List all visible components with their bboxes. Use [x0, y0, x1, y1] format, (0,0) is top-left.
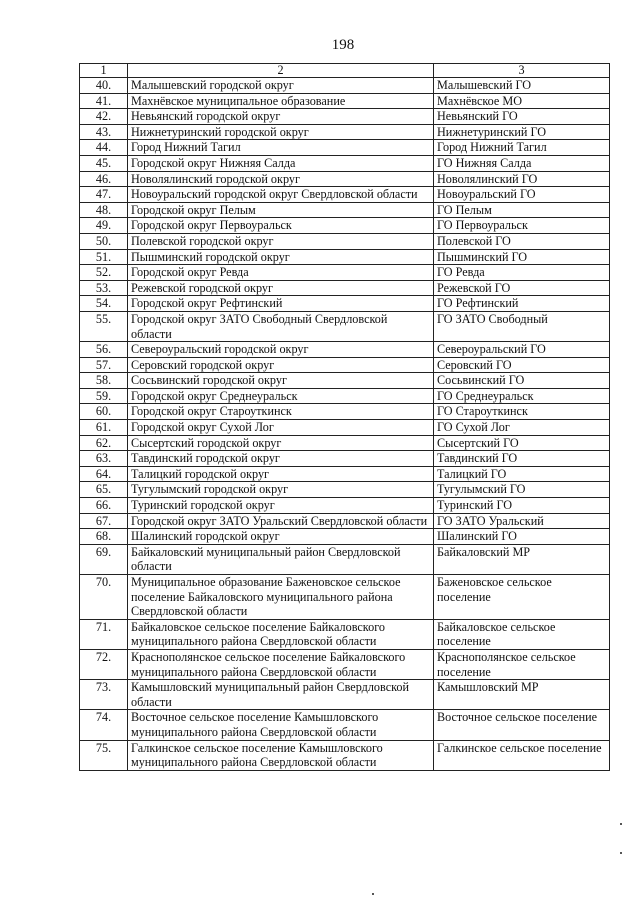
table-row: [80, 187, 610, 203]
short-name-cell: ГО Староуткинск: [434, 404, 610, 420]
table-row: [80, 466, 610, 482]
row-number-cell: 44.: [80, 140, 128, 156]
table-row: [80, 109, 610, 125]
table-row: [80, 78, 610, 94]
table-row: [80, 451, 610, 467]
row-number-cell: 46.: [80, 171, 128, 187]
full-name-cell: Махнёвское муниципальное образование: [128, 93, 434, 109]
row-number-cell: 71.: [80, 619, 128, 649]
full-name-cell: Галкинское сельское поселение Камышловского муниципального района Свердловской области: [128, 740, 434, 770]
full-name-cell: Город Нижний Тагил: [128, 140, 434, 156]
table-row: [80, 311, 610, 341]
short-name-cell: ГО ЗАТО Свободный: [434, 311, 610, 341]
row-number-cell: 49.: [80, 218, 128, 234]
table-row: [80, 404, 610, 420]
column-header: 3: [434, 64, 610, 78]
scan-speck: [372, 893, 374, 895]
short-name-cell: ГО Первоуральск: [434, 218, 610, 234]
row-number-cell: 42.: [80, 109, 128, 125]
short-name-cell: ГО Среднеуральск: [434, 388, 610, 404]
table-row: [80, 202, 610, 218]
row-number-cell: 45.: [80, 155, 128, 171]
short-name-cell: Режевской ГО: [434, 280, 610, 296]
table-row: [80, 388, 610, 404]
table-row: [80, 575, 610, 620]
row-number-cell: 61.: [80, 420, 128, 436]
full-name-cell: Байкаловское сельское поселение Байкаловского муниципального района Свердловской области: [128, 619, 434, 649]
short-name-cell: Тавдинский ГО: [434, 451, 610, 467]
row-number-cell: 70.: [80, 575, 128, 620]
row-number-cell: 63.: [80, 451, 128, 467]
short-name-cell: Баженовское сельское поселение: [434, 575, 610, 620]
short-name-cell: Камышловский МР: [434, 680, 610, 710]
table-row: [80, 93, 610, 109]
table-row: [80, 265, 610, 281]
row-number-cell: 52.: [80, 265, 128, 281]
full-name-cell: Городской округ ЗАТО Уральский Свердловской области: [128, 513, 434, 529]
full-name-cell: Североуральский городской округ: [128, 342, 434, 358]
scan-speck: [620, 823, 622, 825]
row-number-cell: 75.: [80, 740, 128, 770]
full-name-cell: Талицкий городской округ: [128, 466, 434, 482]
full-name-cell: Байкаловский муниципальный район Свердловской области: [128, 544, 434, 574]
full-name-cell: Новоуральский городской округ Свердловской области: [128, 187, 434, 203]
table-row: [80, 649, 610, 679]
short-name-cell: Серовский ГО: [434, 357, 610, 373]
row-number-cell: 68.: [80, 529, 128, 545]
full-name-cell: Городской округ Первоуральск: [128, 218, 434, 234]
row-number-cell: 59.: [80, 388, 128, 404]
table-row: [80, 529, 610, 545]
short-name-cell: Туринский ГО: [434, 498, 610, 514]
table-row: [80, 218, 610, 234]
row-number-cell: 48.: [80, 202, 128, 218]
full-name-cell: Городской округ Нижняя Салда: [128, 155, 434, 171]
row-number-cell: 43.: [80, 124, 128, 140]
row-number-cell: 65.: [80, 482, 128, 498]
row-number-cell: 41.: [80, 93, 128, 109]
table-row: [80, 482, 610, 498]
full-name-cell: Камышловский муниципальный район Свердловской области: [128, 680, 434, 710]
table-row: [80, 249, 610, 265]
table-row: [80, 296, 610, 312]
row-number-cell: 55.: [80, 311, 128, 341]
page-number: 198: [331, 37, 355, 53]
short-name-cell: Сысертский ГО: [434, 435, 610, 451]
municipality-table: [79, 63, 610, 771]
table-row: [80, 124, 610, 140]
row-number-cell: 60.: [80, 404, 128, 420]
row-number-cell: 40.: [80, 78, 128, 94]
table-body: [80, 78, 610, 771]
row-number-cell: 58.: [80, 373, 128, 389]
full-name-cell: Городской округ Рефтинский: [128, 296, 434, 312]
short-name-cell: Нижнетуринский ГО: [434, 124, 610, 140]
table-row: [80, 544, 610, 574]
full-name-cell: Краснополянское сельское поселение Байкаловского муниципального района Свердловской области: [128, 649, 434, 679]
table-row: [80, 342, 610, 358]
table-row: [80, 373, 610, 389]
short-name-cell: Байкаловский МР: [434, 544, 610, 574]
row-number-cell: 50.: [80, 233, 128, 249]
column-header: 2: [128, 64, 434, 78]
row-number-cell: 47.: [80, 187, 128, 203]
table-row: [80, 420, 610, 436]
short-name-cell: Пышминский ГО: [434, 249, 610, 265]
short-name-cell: Тугулымский ГО: [434, 482, 610, 498]
table-row: [80, 740, 610, 770]
table-row: [80, 435, 610, 451]
table-row: [80, 155, 610, 171]
full-name-cell: Тавдинский городской округ: [128, 451, 434, 467]
short-name-cell: Байкаловское сельское поселение: [434, 619, 610, 649]
full-name-cell: Городской округ Ревда: [128, 265, 434, 281]
table-row: [80, 680, 610, 710]
short-name-cell: ГО Нижняя Салда: [434, 155, 610, 171]
full-name-cell: Малышевский городской округ: [128, 78, 434, 94]
short-name-cell: ГО ЗАТО Уральский: [434, 513, 610, 529]
row-number-cell: 54.: [80, 296, 128, 312]
short-name-cell: Талицкий ГО: [434, 466, 610, 482]
full-name-cell: Городской округ ЗАТО Свободный Свердловской области: [128, 311, 434, 341]
full-name-cell: Новолялинский городской округ: [128, 171, 434, 187]
short-name-cell: Город Нижний Тагил: [434, 140, 610, 156]
table-row: [80, 357, 610, 373]
row-number-cell: 67.: [80, 513, 128, 529]
short-name-cell: Невьянский ГО: [434, 109, 610, 125]
short-name-cell: Галкинское сельское поселение: [434, 740, 610, 770]
full-name-cell: Пышминский городской округ: [128, 249, 434, 265]
short-name-cell: Шалинский ГО: [434, 529, 610, 545]
full-name-cell: Городской округ Сухой Лог: [128, 420, 434, 436]
short-name-cell: Восточное сельское поселение: [434, 710, 610, 740]
short-name-cell: Сосьвинский ГО: [434, 373, 610, 389]
full-name-cell: Тугулымский городской округ: [128, 482, 434, 498]
full-name-cell: Муниципальное образование Баженовское сельское поселение Байкаловского муниципального района Свердловской области: [128, 575, 434, 620]
row-number-cell: 69.: [80, 544, 128, 574]
short-name-cell: Новоуральский ГО: [434, 187, 610, 203]
short-name-cell: Североуральский ГО: [434, 342, 610, 358]
row-number-cell: 51.: [80, 249, 128, 265]
short-name-cell: ГО Ревда: [434, 265, 610, 281]
table-header-row: [80, 64, 610, 78]
table-row: [80, 498, 610, 514]
table-row: [80, 710, 610, 740]
full-name-cell: Восточное сельское поселение Камышловского муниципального района Свердловской области: [128, 710, 434, 740]
table-row: [80, 513, 610, 529]
row-number-cell: 66.: [80, 498, 128, 514]
full-name-cell: Туринский городской округ: [128, 498, 434, 514]
full-name-cell: Городской округ Среднеуральск: [128, 388, 434, 404]
short-name-cell: Краснополянское сельское поселение: [434, 649, 610, 679]
full-name-cell: Шалинский городской округ: [128, 529, 434, 545]
short-name-cell: Малышевский ГО: [434, 78, 610, 94]
row-number-cell: 72.: [80, 649, 128, 679]
row-number-cell: 53.: [80, 280, 128, 296]
full-name-cell: Городской округ Пелым: [128, 202, 434, 218]
table-row: [80, 619, 610, 649]
table-row: [80, 233, 610, 249]
short-name-cell: ГО Рефтинский: [434, 296, 610, 312]
short-name-cell: Полевской ГО: [434, 233, 610, 249]
full-name-cell: Городской округ Староуткинск: [128, 404, 434, 420]
row-number-cell: 56.: [80, 342, 128, 358]
row-number-cell: 74.: [80, 710, 128, 740]
full-name-cell: Нижнетуринский городской округ: [128, 124, 434, 140]
full-name-cell: Сысертский городской округ: [128, 435, 434, 451]
row-number-cell: 64.: [80, 466, 128, 482]
full-name-cell: Режевской городской округ: [128, 280, 434, 296]
table-row: [80, 140, 610, 156]
table-row: [80, 280, 610, 296]
full-name-cell: Серовский городской округ: [128, 357, 434, 373]
row-number-cell: 73.: [80, 680, 128, 710]
short-name-cell: ГО Пелым: [434, 202, 610, 218]
full-name-cell: Невьянский городской округ: [128, 109, 434, 125]
short-name-cell: ГО Сухой Лог: [434, 420, 610, 436]
row-number-cell: 57.: [80, 357, 128, 373]
short-name-cell: Новолялинский ГО: [434, 171, 610, 187]
column-header: 1: [80, 64, 128, 78]
scan-speck: [620, 852, 622, 854]
full-name-cell: Полевской городской округ: [128, 233, 434, 249]
short-name-cell: Махнёвское МО: [434, 93, 610, 109]
table-row: [80, 171, 610, 187]
full-name-cell: Сосьвинский городской округ: [128, 373, 434, 389]
row-number-cell: 62.: [80, 435, 128, 451]
